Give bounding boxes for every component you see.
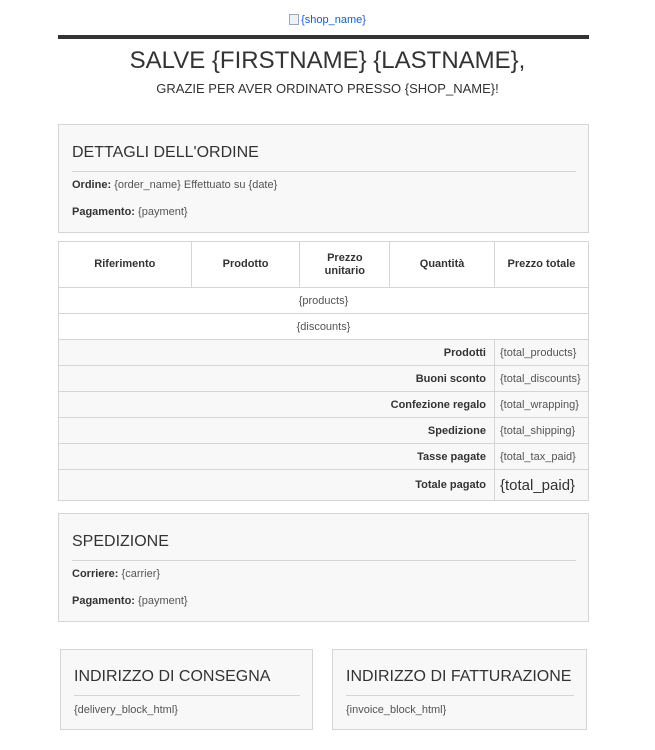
order-payment-line xyxy=(72,206,188,218)
delivery-address-box xyxy=(60,649,313,730)
col-header-quantity: Quantità xyxy=(390,242,495,288)
order-value: {order_name} Effettuato su {date} xyxy=(114,179,278,191)
summary-label: Confezione regalo xyxy=(59,392,495,418)
summary-value: {total_tax_paid} xyxy=(494,444,588,470)
shop-logo-alt-text: {shop_name} xyxy=(301,14,366,26)
summary-row-total-paid xyxy=(59,470,589,501)
greeting-title: SALVE {FIRSTNAME} {LASTNAME}, xyxy=(129,47,526,74)
summary-value: {total_products} xyxy=(494,340,588,366)
invoice-address-box xyxy=(332,649,587,730)
order-line xyxy=(72,179,277,191)
carrier-line xyxy=(72,568,160,580)
summary-row-tax xyxy=(59,444,589,470)
invoice-address-value: {invoice_block_html} xyxy=(346,704,447,716)
table-row xyxy=(59,288,589,314)
order-details-box xyxy=(58,124,589,233)
broken-image-icon xyxy=(289,14,299,25)
shop-logo[interactable] xyxy=(0,14,655,26)
shipping-divider xyxy=(72,560,576,561)
carrier-value: {carrier} xyxy=(121,568,161,580)
shipping-title: SPEDIZIONE xyxy=(72,533,169,550)
summary-value: {total_paid} xyxy=(494,470,588,501)
summary-label: Totale pagato xyxy=(59,470,495,501)
col-header-product: Prodotto xyxy=(191,242,300,288)
delivery-address-title: INDIRIZZO DI CONSEGNA xyxy=(74,668,271,685)
delivery-address-value: {delivery_block_html} xyxy=(74,704,178,716)
order-label: Ordine: xyxy=(72,179,112,191)
greeting-subtitle: GRAZIE PER AVER ORDINATO PRESSO {SHOP_NAME}! xyxy=(156,81,499,96)
carrier-label: Corriere: xyxy=(72,568,119,580)
order-details-title: DETTAGLI DELL'ORDINE xyxy=(72,144,259,161)
summary-label: Buoni sconto xyxy=(59,366,495,392)
summary-row-products xyxy=(59,340,589,366)
summary-label: Prodotti xyxy=(59,340,495,366)
order-payment-value: {payment} xyxy=(138,206,188,218)
summary-row-discounts xyxy=(59,366,589,392)
invoice-address-title: INDIRIZZO DI FATTURAZIONE xyxy=(346,668,572,685)
table-header-row xyxy=(59,242,589,288)
order-payment-label: Pagamento: xyxy=(72,206,135,218)
summary-value: {total_wrapping} xyxy=(494,392,588,418)
summary-row-shipping xyxy=(59,418,589,444)
products-placeholder: {products} xyxy=(59,288,589,314)
order-table xyxy=(58,241,589,501)
col-header-reference: Riferimento xyxy=(59,242,192,288)
order-details-divider xyxy=(72,171,576,172)
shipping-payment-label: Pagamento: xyxy=(72,595,135,607)
delivery-divider xyxy=(74,695,300,696)
col-header-total-price: Prezzo totale xyxy=(494,242,588,288)
summary-label: Spedizione xyxy=(59,418,495,444)
shipping-box xyxy=(58,513,589,622)
shipping-payment-line xyxy=(72,595,188,607)
summary-row-wrapping xyxy=(59,392,589,418)
summary-value: {total_shipping} xyxy=(494,418,588,444)
invoice-divider xyxy=(346,695,574,696)
table-row xyxy=(59,314,589,340)
header-divider xyxy=(58,35,589,39)
discounts-placeholder: {discounts} xyxy=(59,314,589,340)
shipping-payment-value: {payment} xyxy=(138,595,188,607)
col-header-unit-price: Prezzo unitario xyxy=(300,242,390,288)
summary-value: {total_discounts} xyxy=(494,366,588,392)
summary-label: Tasse pagate xyxy=(59,444,495,470)
